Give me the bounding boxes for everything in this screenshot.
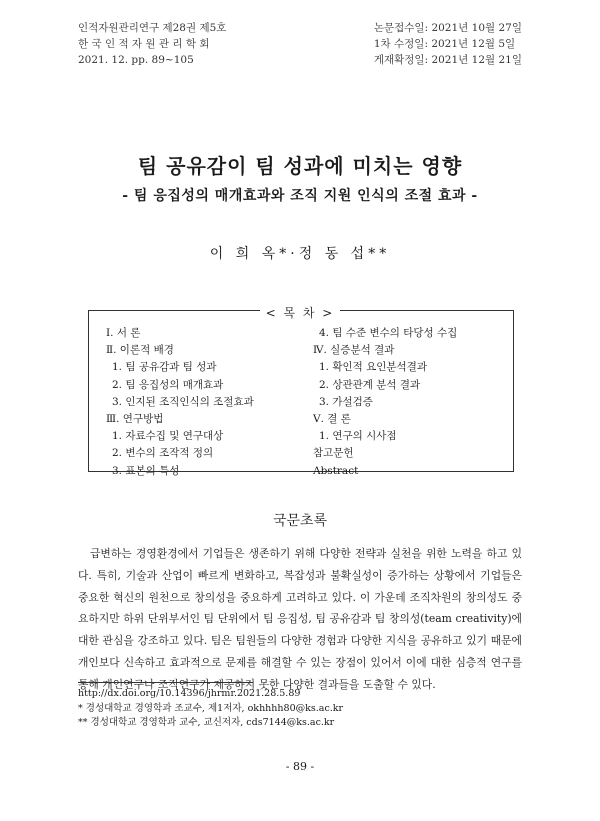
footnote-corresponding-author: ** 경성대학교 경영학과 교수, 교신저자, cds7144@ks.ac.kr [78,717,335,728]
journal-volume: 인적자원관리연구 제28권 제5호 [78,22,227,34]
toc-item: Ⅳ. 실증분석 결과 [313,344,395,357]
journal-info [78,20,226,68]
toc-item: 3. 표본의 특성 [112,464,180,477]
authors: 이 희 옥*·정 동 섭** [209,246,391,262]
footnote-divider [78,682,253,683]
toc-item: 3. 인지된 조직인식의 조절효과 [112,395,254,408]
toc-item: Ⅰ. 서 론 [106,327,141,339]
toc-item: 4. 팀 수준 변수의 타당성 수집 [319,327,458,339]
abstract-body: 급변하는 경영환경에서 기업들은 생존하기 위해 다양한 전략과 실천을 위한 노력을 하고 있다. 특히, 기술과 산업이 빠르게 변화하고, 복잡성과 불확실성이 증가하는 상황에서 기업들은 중요한 혁신의 원천으로 창의성을 중요하게 고려하고 있다. 이 가운데 조직차원의 창의성도 중요하지만 하위 단위부서인 팀 단위에서 팀 응집성, 팀 공유감과 팀 창의성(team creativity)에 대한 관심을 강조하고 있다. 팀은 팀원들의 다양한 경험과 다양한 지식을 공유하고 있기 때문에 개인보다 신속하고 효과적으로 문제를 해결할 수 있는 장점이 있어서 이에 대한 심층적 연구를 통해 개인연구나 조직연구가 제공하지 못한 다양한 결과들을 도출할 수 있다. [78,547,522,691]
toc-item: 3. 가설검증 [319,395,373,408]
toc-item: Ⅲ. 연구방법 [106,413,164,426]
accepted-date: 게재확정일: 2021년 12월 21일 [373,54,522,66]
toc-item: 1. 확인적 요인분석결과 [319,361,427,374]
journal-pages: 2021. 12. pp. 89~105 [78,54,194,66]
paper-title: 팀 공유감이 팀 성과에 미치는 영향 [137,154,463,178]
toc-item: Abstract [313,464,359,477]
toc-item: 2. 상관관계 분석 결과 [319,378,421,391]
footnote-first-author: * 경성대학교 경영학과 조교수, 제1저자, okhhhh80@ks.ac.kr [78,702,344,714]
toc-item: 1. 팀 공유감과 팀 성과 [112,361,217,374]
toc-label: < 목 차 > [260,306,341,320]
submission-dates [374,20,522,68]
toc-heading [0,302,600,321]
toc-left-column [106,325,254,480]
doi-link[interactable]: http://dx.doi.org/10.14396/jhrmr.2021.28.5.89 [78,688,301,699]
revised-date: 1차 수정일: 2021년 12월 5일 [373,38,516,50]
toc-item: Ⅴ. 결 론 [313,413,351,426]
received-date: 논문접수일: 2021년 10월 27일 [373,22,522,34]
toc-right-column [313,325,457,480]
paper-subtitle: - 팀 응집성의 매개효과와 조직 지원 인식의 조절 효과 - [122,188,478,204]
abstract-heading: 국문초록 [272,513,328,529]
toc-item: 2. 팀 응집성의 매개효과 [112,378,224,391]
toc-item: Ⅱ. 이론적 배경 [106,344,174,357]
page-number: - 89 - [285,760,315,773]
toc-item: 1. 연구의 시사점 [319,430,397,443]
journal-society: 한 국 인 적 자 원 관 리 학 회 [78,38,210,50]
toc-item: 2. 변수의 조작적 정의 [112,447,214,460]
toc-item: 1. 자료수집 및 연구대상 [112,430,224,443]
footnotes [78,687,343,731]
toc-item: 참고문헌 [313,447,354,460]
